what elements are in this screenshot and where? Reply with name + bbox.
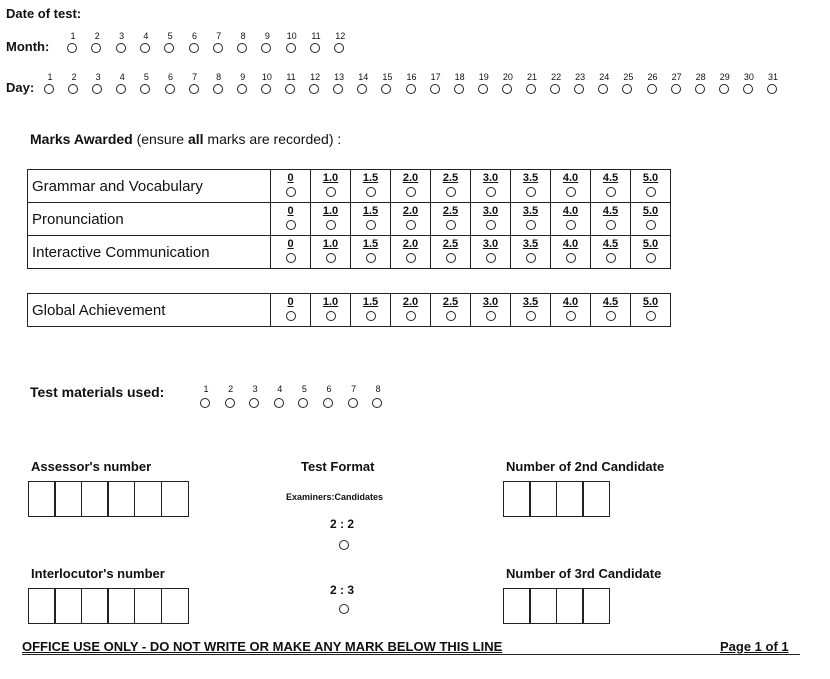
score-value-label: 2.5 xyxy=(442,172,459,184)
score-value-label: 2.0 xyxy=(402,172,419,184)
month-number-label: 8 xyxy=(240,31,246,41)
score-cell xyxy=(631,170,671,203)
marks-heading-text2: marks are recorded) : xyxy=(203,131,342,147)
day-number-label: 8 xyxy=(216,72,222,82)
third-candidate-boxes xyxy=(504,588,610,624)
day-number-label: 1 xyxy=(47,72,53,82)
interlocutor-digit-box[interactable] xyxy=(81,588,109,624)
day-bubble[interactable] xyxy=(598,84,608,94)
score-value-label: 4.0 xyxy=(562,238,579,250)
score-bubble[interactable] xyxy=(646,311,656,321)
page-number: Page 1 of 1 xyxy=(720,639,789,654)
day-number-label: 13 xyxy=(334,72,345,82)
score-bubble[interactable] xyxy=(646,253,656,263)
score-cell xyxy=(471,203,511,236)
marks-heading-text1: (ensure xyxy=(132,131,188,147)
day-number-label: 27 xyxy=(671,72,682,82)
assessor-digit-box[interactable] xyxy=(54,481,82,517)
score-bubble[interactable] xyxy=(286,253,296,263)
score-cell xyxy=(311,294,351,327)
test-materials-label: Test materials used: xyxy=(30,384,165,400)
materials-number-label: 4 xyxy=(277,384,283,394)
score-value-label: 1.5 xyxy=(362,205,379,217)
score-value-label: 2.5 xyxy=(442,205,459,217)
second-candidate-digit-box[interactable] xyxy=(582,481,610,517)
score-value-label: 4.0 xyxy=(562,205,579,217)
score-bubble[interactable] xyxy=(566,311,576,321)
score-cell xyxy=(391,236,431,269)
score-value-label: 4.0 xyxy=(562,296,579,308)
day-number-label: 16 xyxy=(406,72,417,82)
score-cell xyxy=(631,294,671,327)
day-number-label: 11 xyxy=(286,72,296,82)
score-bubble[interactable] xyxy=(326,187,336,197)
score-bubble[interactable] xyxy=(446,220,456,230)
day-bubble[interactable] xyxy=(116,84,126,94)
score-value-label: 4.5 xyxy=(602,238,619,250)
marks-heading-all: all xyxy=(187,131,204,147)
score-cell xyxy=(551,236,591,269)
score-value-label: 3.5 xyxy=(522,172,539,184)
interlocutor-number-label: Interlocutor's number xyxy=(31,566,165,581)
score-value-label: 3.5 xyxy=(522,205,539,217)
day-bubble[interactable] xyxy=(92,84,102,94)
score-value-label: 4.5 xyxy=(602,296,619,308)
score-value-label: 0 xyxy=(287,172,294,184)
day-bubble[interactable] xyxy=(261,84,271,94)
day-bubble[interactable] xyxy=(526,84,536,94)
day-number-label: 28 xyxy=(695,72,706,82)
day-number-label: 17 xyxy=(430,72,441,82)
day-number-label: 26 xyxy=(647,72,658,82)
materials-bubble[interactable] xyxy=(274,398,284,408)
materials-number-label: 8 xyxy=(375,384,381,394)
day-bubble[interactable] xyxy=(622,84,632,94)
day-label: Day: xyxy=(6,80,35,95)
date-of-test-title: Date of test: xyxy=(6,6,82,21)
score-bubble[interactable] xyxy=(326,253,336,263)
month-number-label: 10 xyxy=(286,31,297,41)
third-candidate-label: Number of 3rd Candidate xyxy=(506,566,662,581)
day-number-label: 19 xyxy=(478,72,489,82)
score-bubble[interactable] xyxy=(286,311,296,321)
month-bubble[interactable] xyxy=(334,43,344,53)
assessor-digit-box[interactable] xyxy=(28,481,56,517)
score-cell xyxy=(631,236,671,269)
grammar-vocabulary-row xyxy=(28,170,671,203)
score-bubble[interactable] xyxy=(526,220,536,230)
score-bubble[interactable] xyxy=(486,187,496,197)
day-number-label: 12 xyxy=(310,72,321,82)
score-value-label: 3.0 xyxy=(482,205,499,217)
day-number-label: 3 xyxy=(95,72,101,82)
score-cell xyxy=(391,203,431,236)
score-bubble[interactable] xyxy=(606,187,616,197)
score-cell xyxy=(351,203,391,236)
day-bubble[interactable] xyxy=(381,84,391,94)
score-value-label: 3.0 xyxy=(482,172,499,184)
day-number-label: 10 xyxy=(261,72,272,82)
score-value-label: 3.0 xyxy=(482,238,499,250)
day-number-label: 5 xyxy=(143,72,149,82)
materials-bubble[interactable] xyxy=(249,398,259,408)
score-cell xyxy=(511,203,551,236)
month-number-label: 7 xyxy=(216,31,222,41)
score-bubble[interactable] xyxy=(486,253,496,263)
day-bubble[interactable] xyxy=(767,84,777,94)
score-bubble[interactable] xyxy=(366,187,376,197)
month-number-label: 12 xyxy=(335,31,346,41)
day-number-label: 4 xyxy=(119,72,125,82)
day-number-label: 23 xyxy=(575,72,586,82)
day-number-label: 21 xyxy=(526,72,537,82)
score-bubble[interactable] xyxy=(606,311,616,321)
day-bubble[interactable] xyxy=(430,84,440,94)
score-value-label: 5.0 xyxy=(642,238,659,250)
day-number-label: 18 xyxy=(454,72,465,82)
materials-number-label: 2 xyxy=(228,384,234,394)
score-value-label: 5.0 xyxy=(642,172,659,184)
score-cell xyxy=(431,170,471,203)
materials-bubble[interactable] xyxy=(200,398,210,408)
day-bubble[interactable] xyxy=(140,84,150,94)
score-value-label: 2.5 xyxy=(442,238,459,250)
score-value-label: 2.0 xyxy=(402,205,419,217)
month-bubble[interactable] xyxy=(261,43,271,53)
score-bubble[interactable] xyxy=(566,220,576,230)
third-candidate-digit-box[interactable] xyxy=(503,588,531,624)
score-cell xyxy=(311,203,351,236)
score-value-label: 5.0 xyxy=(642,205,659,217)
day-number-label: 2 xyxy=(71,72,77,82)
interlocutor-digit-box[interactable] xyxy=(54,588,82,624)
grammar-vocabulary-row-label: Grammar and Vocabulary xyxy=(28,170,271,203)
score-bubble[interactable] xyxy=(286,187,296,197)
day-bubble[interactable] xyxy=(68,84,78,94)
score-cell xyxy=(591,170,631,203)
day-bubble[interactable] xyxy=(165,84,175,94)
month-bubble[interactable] xyxy=(140,43,150,53)
day-number-label: 22 xyxy=(551,72,562,82)
score-bubble[interactable] xyxy=(606,220,616,230)
assessor-digit-box[interactable] xyxy=(107,481,135,517)
marks-table xyxy=(27,169,671,269)
score-bubble[interactable] xyxy=(366,311,376,321)
score-cell xyxy=(351,294,391,327)
score-bubble[interactable] xyxy=(406,187,416,197)
day-number-label: 15 xyxy=(382,72,393,82)
day-bubble[interactable] xyxy=(44,84,54,94)
score-cell xyxy=(511,170,551,203)
score-bubble[interactable] xyxy=(526,311,536,321)
footer-divider xyxy=(22,654,800,655)
score-cell xyxy=(271,203,311,236)
month-number-label: 4 xyxy=(143,31,149,41)
third-candidate-digit-box[interactable] xyxy=(529,588,557,624)
interlocutor-digit-box[interactable] xyxy=(28,588,56,624)
score-value-label: 1.5 xyxy=(362,296,379,308)
day-number-label: 25 xyxy=(623,72,634,82)
score-cell xyxy=(271,294,311,327)
month-bubble[interactable] xyxy=(237,43,247,53)
month-number-label: 2 xyxy=(94,31,100,41)
score-bubble[interactable] xyxy=(446,187,456,197)
score-cell xyxy=(471,294,511,327)
day-bubble[interactable] xyxy=(454,84,464,94)
score-bubble[interactable] xyxy=(646,220,656,230)
format-option-2-2-label: 2 : 2 xyxy=(330,517,355,531)
score-bubble[interactable] xyxy=(326,311,336,321)
global-achievement-row-label: Global Achievement xyxy=(28,294,271,327)
day-bubble[interactable] xyxy=(213,84,223,94)
score-value-label: 0 xyxy=(287,205,294,217)
month-bubble[interactable] xyxy=(164,43,174,53)
day-bubble[interactable] xyxy=(502,84,512,94)
day-number-label: 24 xyxy=(599,72,610,82)
global-achievement-table xyxy=(27,293,671,327)
month-bubble[interactable] xyxy=(310,43,320,53)
day-bubble[interactable] xyxy=(406,84,416,94)
score-bubble[interactable] xyxy=(446,311,456,321)
assessor-digit-box[interactable] xyxy=(161,481,189,517)
assessor-digit-box[interactable] xyxy=(81,481,109,517)
score-value-label: 1.0 xyxy=(322,205,339,217)
score-bubble[interactable] xyxy=(446,253,456,263)
score-cell xyxy=(311,170,351,203)
month-bubble[interactable] xyxy=(189,43,199,53)
materials-bubble[interactable] xyxy=(225,398,235,408)
score-value-label: 5.0 xyxy=(642,296,659,308)
score-bubble[interactable] xyxy=(526,253,536,263)
day-number-label: 9 xyxy=(240,72,246,82)
score-cell xyxy=(511,236,551,269)
day-number-label: 20 xyxy=(502,72,513,82)
score-cell xyxy=(511,294,551,327)
second-candidate-digit-box[interactable] xyxy=(529,481,557,517)
materials-bubble[interactable] xyxy=(348,398,358,408)
score-cell xyxy=(551,203,591,236)
interlocutor-number-boxes xyxy=(29,588,189,624)
score-cell xyxy=(271,236,311,269)
assessor-digit-box[interactable] xyxy=(134,481,162,517)
day-bubble[interactable] xyxy=(237,84,247,94)
month-number-label: 11 xyxy=(311,31,321,41)
score-value-label: 2.0 xyxy=(402,238,419,250)
day-bubble[interactable] xyxy=(550,84,560,94)
score-cell xyxy=(311,236,351,269)
score-value-label: 1.5 xyxy=(362,172,379,184)
format-option-2-2-bubble[interactable] xyxy=(339,540,349,550)
month-bubble[interactable] xyxy=(91,43,101,53)
interactive-communication-row xyxy=(28,236,671,269)
score-bubble[interactable] xyxy=(406,311,416,321)
score-value-label: 3.5 xyxy=(522,296,539,308)
test-format-subtitle: Examiners:Candidates xyxy=(286,492,384,502)
materials-bubble[interactable] xyxy=(298,398,308,408)
materials-bubble[interactable] xyxy=(323,398,333,408)
materials-number-label: 1 xyxy=(203,384,209,394)
second-candidate-label: Number of 2nd Candidate xyxy=(506,459,665,474)
score-value-label: 3.5 xyxy=(522,238,539,250)
materials-number-label: 7 xyxy=(351,384,357,394)
second-candidate-digit-box[interactable] xyxy=(503,481,531,517)
test-format-title: Test Format xyxy=(301,459,375,474)
score-bubble[interactable] xyxy=(486,311,496,321)
day-bubble[interactable] xyxy=(189,84,199,94)
interlocutor-digit-box[interactable] xyxy=(107,588,135,624)
score-value-label: 4.5 xyxy=(602,205,619,217)
score-value-label: 2.0 xyxy=(402,296,419,308)
pronunciation-row-label: Pronunciation xyxy=(28,203,271,236)
materials-number-label: 3 xyxy=(252,384,258,394)
office-use-notice: OFFICE USE ONLY - DO NOT WRITE OR MAKE ANY MARK BELOW THIS LINE xyxy=(22,639,503,654)
day-bubble[interactable] xyxy=(671,84,681,94)
score-bubble[interactable] xyxy=(286,220,296,230)
score-value-label: 1.0 xyxy=(322,296,339,308)
score-cell xyxy=(431,203,471,236)
score-cell xyxy=(271,170,311,203)
score-value-label: 2.5 xyxy=(442,296,459,308)
day-bubble[interactable] xyxy=(574,84,584,94)
interlocutor-digit-box[interactable] xyxy=(161,588,189,624)
day-bubble[interactable] xyxy=(478,84,488,94)
score-cell xyxy=(551,170,591,203)
month-number-label: 6 xyxy=(191,31,197,41)
month-number-label: 5 xyxy=(167,31,173,41)
score-cell xyxy=(471,170,511,203)
interactive-communication-row-label: Interactive Communication xyxy=(28,236,271,269)
score-cell xyxy=(391,294,431,327)
second-candidate-digit-box[interactable] xyxy=(556,481,584,517)
score-bubble[interactable] xyxy=(406,253,416,263)
day-number-label: 14 xyxy=(358,72,369,82)
day-bubble[interactable] xyxy=(719,84,729,94)
score-bubble[interactable] xyxy=(566,253,576,263)
score-cell xyxy=(471,236,511,269)
day-bubble[interactable] xyxy=(743,84,753,94)
score-value-label: 1.0 xyxy=(322,238,339,250)
month-bubble[interactable] xyxy=(116,43,126,53)
score-value-label: 0 xyxy=(287,238,294,250)
score-value-label: 0 xyxy=(287,296,294,308)
score-cell xyxy=(391,170,431,203)
day-bubble[interactable] xyxy=(333,84,343,94)
score-cell xyxy=(591,203,631,236)
month-number-label: 3 xyxy=(119,31,125,41)
global-achievement-row xyxy=(28,294,671,327)
month-bubble[interactable] xyxy=(213,43,223,53)
score-value-label: 1.5 xyxy=(362,238,379,250)
score-bubble[interactable] xyxy=(326,220,336,230)
score-cell xyxy=(591,236,631,269)
second-candidate-boxes xyxy=(504,481,610,517)
score-bubble[interactable] xyxy=(646,187,656,197)
score-bubble[interactable] xyxy=(366,253,376,263)
month-number-label: 9 xyxy=(264,31,270,41)
score-cell xyxy=(351,170,391,203)
score-cell xyxy=(431,294,471,327)
day-number-label: 31 xyxy=(767,72,778,82)
day-number-label: 30 xyxy=(743,72,754,82)
score-value-label: 1.0 xyxy=(322,172,339,184)
format-option-2-3-label: 2 : 3 xyxy=(330,583,355,597)
pronunciation-row xyxy=(28,203,671,236)
day-number-label: 7 xyxy=(192,72,198,82)
third-candidate-digit-box[interactable] xyxy=(556,588,584,624)
day-bubble[interactable] xyxy=(285,84,295,94)
materials-number-label: 5 xyxy=(301,384,307,394)
month-number-label: 1 xyxy=(70,31,76,41)
month-label: Month: xyxy=(6,39,50,54)
day-bubble[interactable] xyxy=(647,84,657,94)
day-bubble[interactable] xyxy=(695,84,705,94)
third-candidate-digit-box[interactable] xyxy=(582,588,610,624)
score-value-label: 4.5 xyxy=(602,172,619,184)
materials-number-label: 6 xyxy=(326,384,332,394)
month-bubble[interactable] xyxy=(67,43,77,53)
format-option-2-3-bubble[interactable] xyxy=(339,604,349,614)
day-bubble[interactable] xyxy=(309,84,319,94)
assessor-number-label: Assessor's number xyxy=(31,459,152,474)
score-value-label: 4.0 xyxy=(562,172,579,184)
materials-bubble[interactable] xyxy=(372,398,382,408)
score-cell xyxy=(431,236,471,269)
day-number-label: 6 xyxy=(167,72,173,82)
score-bubble[interactable] xyxy=(566,187,576,197)
score-cell xyxy=(351,236,391,269)
score-value-label: 3.0 xyxy=(482,296,499,308)
day-number-label: 29 xyxy=(719,72,730,82)
interlocutor-digit-box[interactable] xyxy=(134,588,162,624)
score-bubble[interactable] xyxy=(486,220,496,230)
score-bubble[interactable] xyxy=(526,187,536,197)
score-cell xyxy=(631,203,671,236)
score-cell xyxy=(591,294,631,327)
score-bubble[interactable] xyxy=(406,220,416,230)
marks-heading xyxy=(30,131,341,147)
month-bubble[interactable] xyxy=(286,43,296,53)
day-bubble[interactable] xyxy=(357,84,367,94)
assessor-number-boxes xyxy=(29,481,189,517)
score-bubble[interactable] xyxy=(366,220,376,230)
score-bubble[interactable] xyxy=(606,253,616,263)
marks-heading-bold: Marks Awarded xyxy=(30,131,133,147)
score-cell xyxy=(551,294,591,327)
